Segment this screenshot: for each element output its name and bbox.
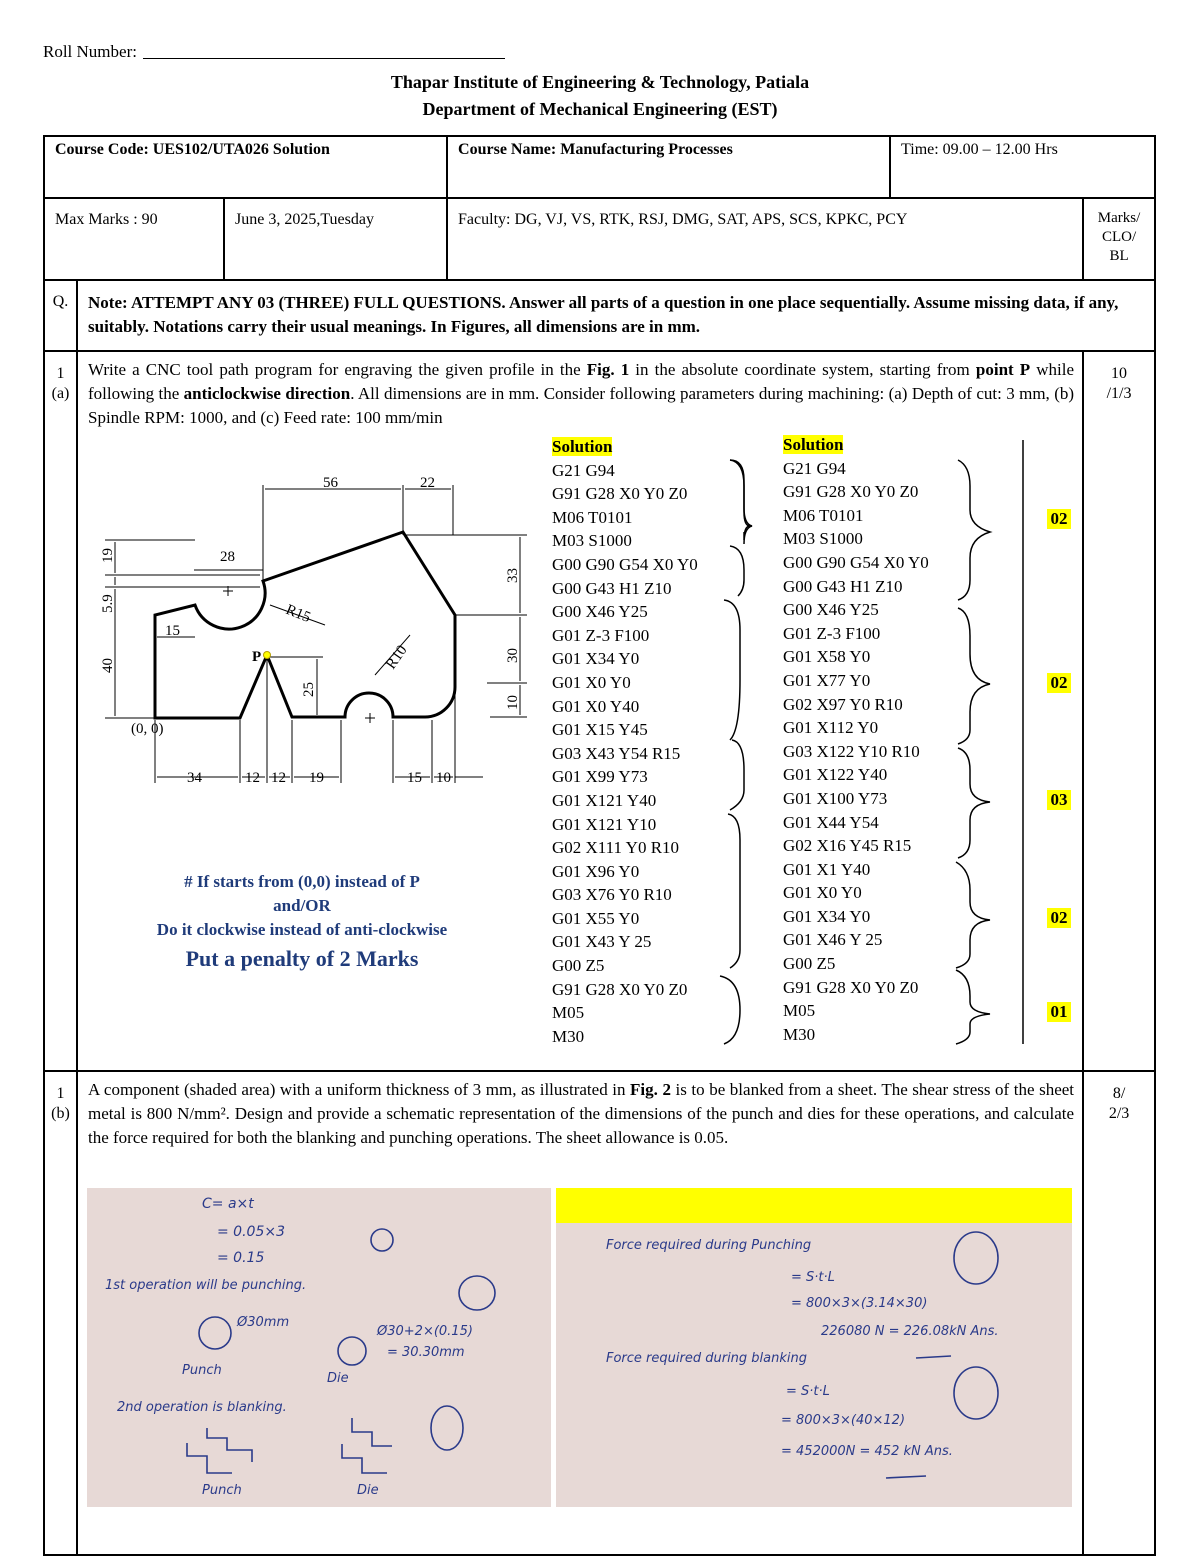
photo1-sketches: [87, 1188, 551, 1507]
fig1-dim-28: 28: [220, 549, 235, 565]
score-2: 02: [1047, 673, 1071, 693]
fig1-dim-33: 33: [505, 568, 521, 583]
fig1-dim-10-right: 10: [505, 695, 521, 710]
fig1-dim-15-bottom: 15: [407, 770, 422, 786]
solution1-line: G01 X0 Y0: [552, 672, 631, 692]
fig1-origin: (0, 0): [131, 721, 164, 737]
solution1-line: G01 X99 Y73: [552, 767, 648, 787]
solution1-line: G01 X15 Y45: [552, 720, 648, 740]
q1a-marks: 10 /1/3: [1083, 351, 1155, 1071]
score-5: 01: [1047, 1002, 1071, 1022]
q1a-number: 1 (a): [44, 351, 77, 1071]
solution2-line: M03 S1000: [783, 529, 863, 549]
solution2-line: G91 G28 X0 Y0 Z0: [783, 977, 919, 997]
q1b-number: 1 (b): [44, 1071, 77, 1555]
solution1-line: M03 S1000: [552, 531, 632, 551]
solution1-line: G01 X121 Y40: [552, 790, 657, 810]
solution1-line: G00 G43 H1 Z10: [552, 578, 672, 598]
fig1-dim-56: 56: [323, 475, 338, 491]
solution2-line: G01 X46 Y 25: [783, 930, 883, 950]
solution2-line: M30: [783, 1024, 816, 1044]
handwritten-solution-photo-2: Force required during Punching = S·t·L = 800×3×(3.14×30) 226080 N = 226.08kN Ans. Force required during blanking = S·t·L = 800×3×(40×12) = 452000N = 452 kN Ans.: [556, 1188, 1072, 1507]
q1a-text: Write a CNC tool path program for engraving the given profile in the Fig. 1 in the absolute coordinate system, starting from point P while following the anticlockwise direction. All dimensions are in mm. Consider following parameters during machining: (a) Depth of cut: 3 mm, (b) Spindle RPM: 1000, and (c) Feed rate: 100 mm/min: [77, 351, 1083, 1071]
solution1-line: G00 X46 Y25: [552, 602, 648, 622]
solution2-line: G03 X122 Y10 R10: [783, 741, 920, 761]
department-name: Department of Mechanical Engineering (EST): [422, 99, 778, 119]
exam-date: June 3, 2025,Tuesday: [224, 198, 447, 280]
solution2-line: G21 G94: [783, 458, 846, 478]
faculty-list: Faculty: DG, VJ, VS, RTK, RSJ, DMG, SAT, APS, SCS, KPKC, PCY: [447, 198, 1083, 280]
max-marks: Max Marks : 90: [44, 198, 224, 280]
fig1-dim-25: 25: [301, 682, 317, 697]
solution1-line: G01 Z-3 F100: [552, 625, 650, 645]
solution1-line: G21 G94: [552, 460, 615, 480]
solution2-title: Solution: [783, 435, 844, 454]
solution1-line: M30: [552, 1026, 585, 1046]
fig1-dim-10-bottom: 10: [436, 770, 451, 786]
fig1-point-p: P: [252, 649, 262, 665]
solution1-line: G03 X43 Y54 R15: [552, 743, 681, 763]
roll-number: [43, 42, 505, 62]
solution1-line: G01 X121 Y10: [552, 814, 657, 834]
solution1-line: G91 G28 X0 Y0 Z0: [552, 484, 688, 504]
penalty-note: # If starts from (0,0) instead of P and/OR Do it clockwise instead of anti-clockwise Put a penalty of 2 Marks: [156, 872, 448, 971]
solution1-line: G02 X111 Y0 R10: [552, 838, 680, 858]
score-4: 02: [1047, 908, 1071, 928]
score-1: 02: [1047, 509, 1071, 529]
q-label: Q.: [44, 280, 77, 351]
solution2-line: M06 T0101: [783, 505, 864, 525]
fig1-dim-19: 19: [100, 548, 116, 563]
solution2-line: G01 X100 Y73: [783, 788, 888, 808]
solution-column-1: [552, 435, 698, 1048]
solution2-line: M05: [783, 1001, 816, 1021]
fig1-profile-drawing: [95, 465, 535, 800]
roll-number-label: Roll Number:: [43, 42, 137, 61]
solution-braces: [700, 440, 1040, 1060]
solution2-line: G01 Z-3 F100: [783, 623, 881, 643]
roll-number-blank: [143, 58, 505, 59]
solution1-line: G01 X55 Y0: [552, 908, 640, 928]
solution1-line: G00 Z5: [552, 956, 605, 976]
fig1-dim-12b: 12: [271, 770, 286, 786]
solution2-line: G01 X44 Y54: [783, 812, 879, 832]
solution2-line: G01 X1 Y40: [783, 859, 871, 879]
course-code: Course Code: UES102/UTA026 Solution: [44, 136, 447, 198]
fig1-dim-r15: R15: [283, 601, 313, 627]
solution2-line: G00 G43 H1 Z10: [783, 576, 903, 596]
fig1-dim-22: 22: [420, 475, 435, 491]
solution1-line: M05: [552, 1003, 585, 1023]
fig1-dim-40: 40: [100, 658, 116, 673]
fig1-dim-30: 30: [505, 648, 521, 663]
solution2-line: G01 X122 Y40: [783, 765, 888, 785]
solution2-line: G01 X77 Y0: [783, 670, 871, 690]
solution2-line: G02 X16 Y45 R15: [783, 836, 912, 856]
exam-time: Time: 09.00 – 12.00 Hrs: [890, 136, 1155, 198]
course-name: Course Name: Manufacturing Processes: [447, 136, 890, 198]
fig1-dim-12a: 12: [245, 770, 260, 786]
fig1-dim-5-9: 5.9: [100, 594, 116, 613]
solution2-line: G91 G28 X0 Y0 Z0: [783, 482, 919, 502]
solution1-line: G03 X76 Y0 R10: [552, 885, 672, 905]
solution2-line: G02 X97 Y0 R10: [783, 694, 903, 714]
fig1-dim-15-top: 15: [165, 623, 180, 639]
solution1-line: G01 X96 Y0: [552, 861, 640, 881]
solution2-line: G00 G90 G54 X0 Y0: [783, 552, 929, 572]
solution2-line: G00 X46 Y25: [783, 600, 879, 620]
q1b-text: A component (shaded area) with a uniform thickness of 3 mm, as illustrated in Fig. 2 is to be blanked from a sheet. The shear stress of the sheet metal is 800 N/mm². Design and provide a schematic representation of the dimensions of the punch and dies for these operations, and calculate the force required for both the blanking and punching operations. The sheet allowance is 0.05.: [77, 1071, 1083, 1555]
fig1-dim-r10: R10: [383, 642, 411, 673]
solution2-line: G01 X34 Y0: [783, 906, 871, 926]
solution2-line: G01 X0 Y0: [783, 883, 862, 903]
solution1-line: G01 X0 Y40: [552, 696, 640, 716]
exam-note: Note: ATTEMPT ANY 03 (THREE) FULL QUESTIONS. Answer all parts of a question in one place sequentially. Assume missing data, if any, suitably. Notations carry their usual meanings. In Figures, all dimensions are in mm.: [77, 280, 1155, 351]
solution2-line: G01 X58 Y0: [783, 647, 871, 667]
solution1-title: Solution: [552, 437, 613, 456]
marks-clo-bl-header: Marks/ CLO/ BL: [1083, 198, 1155, 280]
solution2-line: G00 Z5: [783, 954, 836, 974]
solution1-line: G01 X43 Y 25: [552, 932, 652, 952]
solution1-line: G00 G90 G54 X0 Y0: [552, 554, 698, 574]
institute-name: Thapar Institute of Engineering & Technology, Patiala: [390, 72, 810, 92]
q1b-marks: 8/ 2/3: [1083, 1071, 1155, 1555]
fig1-dim-34: 34: [187, 770, 202, 786]
solution1-line: G91 G28 X0 Y0 Z0: [552, 979, 688, 999]
handwritten-solution-photo-1: C= a×t = 0.05×3 = 0.15 1st operation will be punching. Ø30mm Ø30+2×(0.15) = 30.30mm Punch Die 2nd operation is blanking. Punch Die: [87, 1188, 551, 1507]
solution1-line: G01 X34 Y0: [552, 649, 640, 669]
photo2-sketches: [556, 1188, 1072, 1507]
fig1-dim-19-bottom: 19: [309, 770, 324, 786]
score-3: 03: [1047, 790, 1071, 810]
solution1-line: M06 T0101: [552, 507, 633, 527]
solution2-line: G01 X112 Y0: [783, 718, 879, 738]
